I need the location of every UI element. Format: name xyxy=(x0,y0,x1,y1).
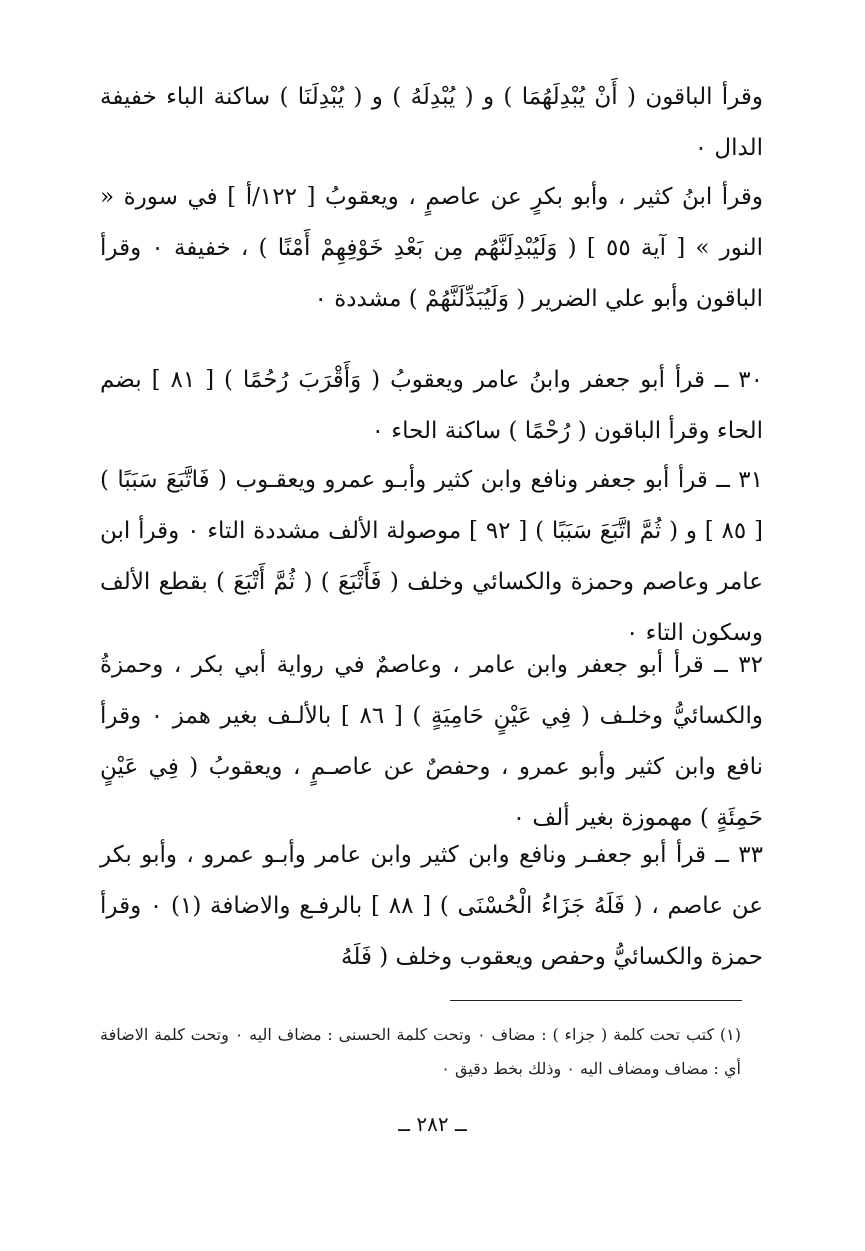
paragraph-4: ٣١ ــ قرأ أبو جعفر ونافع وابن كثير وأبـو عمرو ويعقـوب ( فَاتَّبَعَ سَبَبًا ) [ ٨٥ ] و ( ثُمَّ اتَّبَعَ سَبَبًا ) [ ٩٢ ] موصولة الألف مشددة التاء ٠ وقرأ ابن عامر وعاصم وحمزة والكسائي وخلف ( فَأَتْبَعَ ) ( ثُمَّ أَتْبَعَ ) بقطع الألف وسكون التاء ٠ xyxy=(100,467,764,646)
page-number: ــ ٢٨٢ ــ xyxy=(398,1112,467,1136)
footnote-divider xyxy=(450,1000,742,1001)
paragraph-2: وقرأ ابنُ كثير ، وأبو بكرٍ عن عاصمٍ ، ويعقوبُ [ ١٢٢/أ ] في سورة « النور » [ آية ٥٥ ] ( وَلَيُبْدِلَنَّهُم مِن بَعْدِ خَوْفِهِمْ أَمْنًا ) ، خفيفة ٠ وقرأ الباقون وأبو علي الضرير ( وَلَيُبَدِّلَنَّهُمْ ) مشددة ٠ xyxy=(100,184,763,312)
paragraph-1: وقرأ الباقون ( أَنْ يُبْدِلَهُمَا ) و ( يُبْدِلَهُ ) و ( يُبْدِلَنَا ) ساكنة الباء خفيفة الدال ٠ xyxy=(100,84,763,161)
paragraph-5: ٣٢ ــ قرأ أبو جعفر وابن عامر ، وعاصمٌ في رواية أبي بكر ، وحمزةُ والكسائيُّ وخلـف ( فِي عَيْنٍ حَامِيَةٍ ) [ ٨٦ ] بالألـف بغير همز ٠ وقرأ نافع وابن كثير وأبو عمرو ، وحفصٌ عن عاصـمٍ ، ويعقوبُ ( فِي عَيْنٍ حَمِئَةٍ ) مهموزة بغير ألف ٠ xyxy=(100,652,763,831)
paragraph-3: ٣٠ ــ قرأ أبو جعفر وابنُ عامر ويعقوبُ ( وَأَقْرَبَ رُحُمًا ) [ ٨١ ] بضم الحاء وقرأ الباقون ( رُحْمًا ) ساكنة الحاء ٠ xyxy=(100,367,763,444)
paragraph-6: ٣٣ ــ قرأ أبو جعفـر ونافع وابن كثير وابن عامر وأبـو عمرو ، وأبو بكر عن عاصم ، ( فَلَهُ جَزَاءُ الْحُسْنَى ) [ ٨٨ ] بالرفـع والاضافة (١) ٠ وقرأ حمزة والكسائيُّ وحفص ويعقوب وخلف ( فَلَهُ xyxy=(100,842,763,970)
footnote: (١) كتب تحت كلمة ( جزاء ) : مضاف ٠ وتحت كلمة الحسنى : مضاف اليه ٠ وتحت كلمة الاضافة أي : مضاف ومضاف اليه ٠ وذلك بخط دقيق ٠ xyxy=(100,1025,742,1078)
